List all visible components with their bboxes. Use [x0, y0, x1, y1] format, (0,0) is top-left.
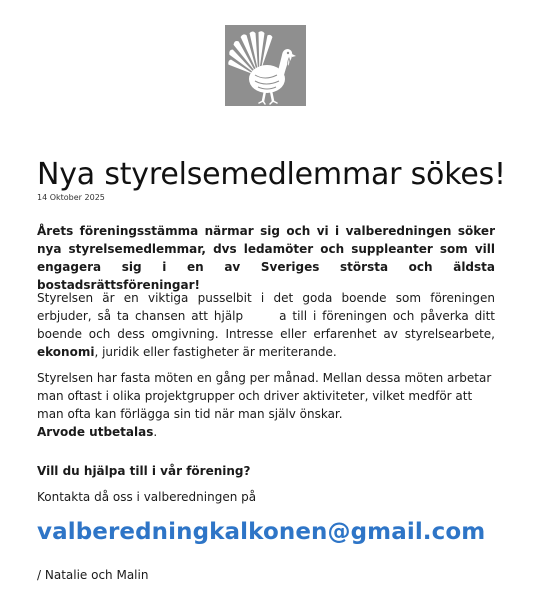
meetings-paragraph [37, 369, 495, 441]
turkey-icon [225, 25, 306, 106]
logo [225, 25, 306, 106]
publish-date: 14 Oktober 2025 [37, 193, 105, 202]
contact-text: Kontakta då oss i valberedningen på [37, 490, 257, 504]
intro-paragraph: Årets föreningsstämma närmar sig och vi i valberedningen söker nya styrelsemedlemmar, dvs ledamöter och suppleanter som vill engagera sig i en av Sveriges största och äldsta bostadsrättsföreningar! [37, 224, 495, 292]
paragraph-text: Styrelsen är en viktiga pusselbit i det goda boende som föreningen erbjuder, så ta chansen att hjälp [37, 291, 495, 323]
paragraph-text: a till i föreningen och påverka ditt boende och dess omgivning. Intresse eller erfarenhet av styrelsearbete, [37, 309, 495, 341]
page-title: Nya styrelsemedlemmar sökes! [37, 157, 506, 192]
paragraph-text: Styrelsen har fasta möten en gång per månad. Mellan dessa möten arbetar man oftast i olika projektgrupper och driver aktiviteter, vilket medför att man ofta kan förlägga sin tid när man själv önskar. [37, 371, 492, 421]
responsibility-paragraph [37, 289, 495, 361]
signature: / Natalie och Malin [37, 568, 149, 582]
email-link[interactable]: valberedningkalkonen@gmail.com [37, 519, 486, 545]
compensation-text: Arvode utbetalas [37, 425, 154, 439]
paragraph-text: . [153, 425, 158, 439]
paragraph-text: , juridik eller fastigheter är meriterande. [94, 345, 337, 359]
call-to-action-question: Vill du hjälpa till i vår förening? [37, 464, 251, 478]
emphasis-text: ekonomi [37, 345, 95, 359]
